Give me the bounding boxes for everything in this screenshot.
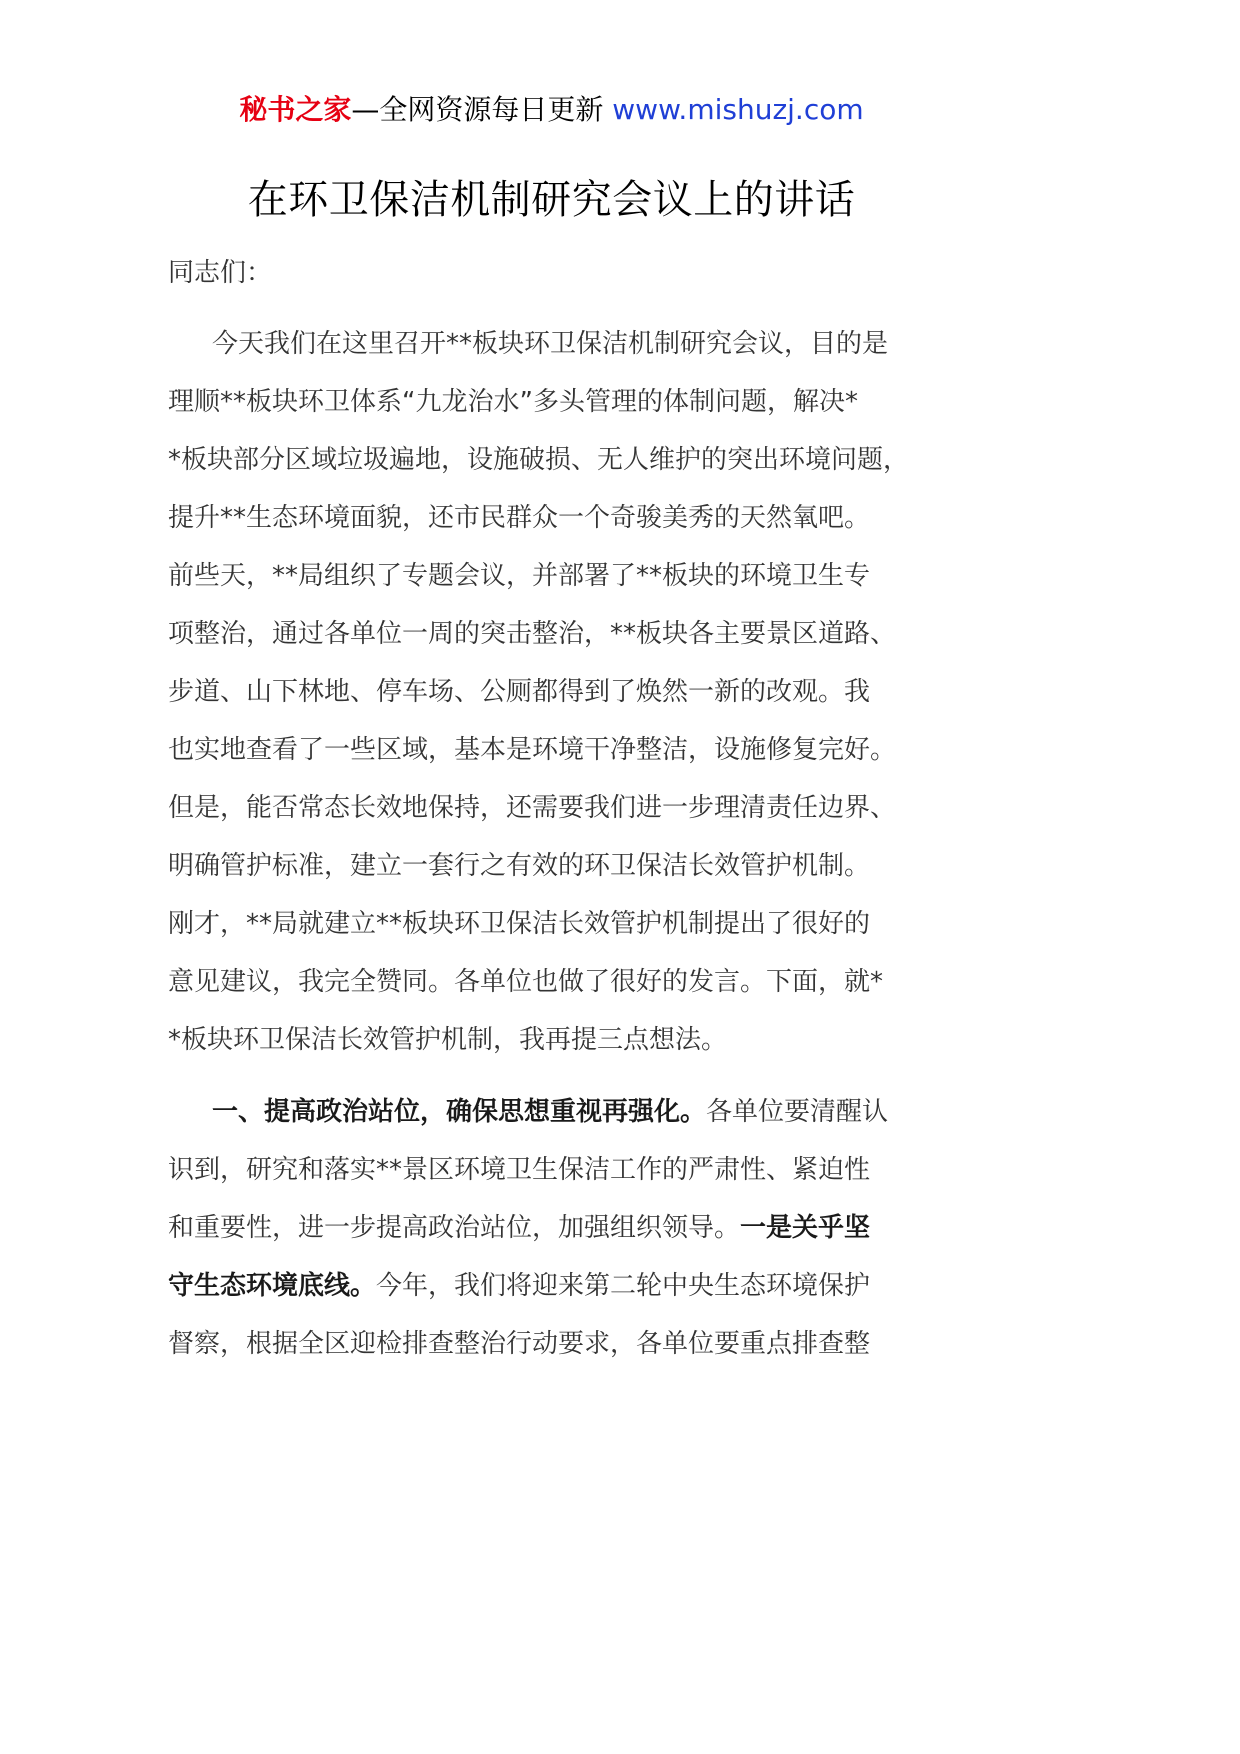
paragraph-line: 今天我们在这里召开**板块环卫保洁机制研究会议，目的是 [212, 329, 889, 359]
salutation-text: 同志们： [168, 258, 273, 288]
paragraph-line: 但是，能否常态长效地保持，还需要我们进一步理清责任边界、 [168, 793, 897, 823]
site-url-link[interactable]: www.mishuzj.com [612, 93, 864, 126]
paragraph-line: 步道、山下林地、停车场、公厕都得到了焕然一新的改观。我 [168, 677, 871, 707]
paragraph-line: *板块部分区域垃圾遍地，设施破损、无人维护的突出环境问题， [168, 445, 910, 475]
paragraph-line: 明确管护标准，建立一套行之有效的环卫保洁长效管护机制。 [168, 851, 871, 881]
paragraph-text: 和重要性，进一步提高政治站位，加强组织领导。 [168, 1213, 741, 1243]
paragraph-text: 今年，我们将迎来第二轮中央生态环境保护 [376, 1271, 871, 1301]
document-title: 在环卫保洁机制研究会议上的讲话 [247, 177, 856, 223]
paragraph-line: 识到，研究和落实**景区环境卫生保洁工作的严肃性、紧迫性 [168, 1155, 871, 1185]
paragraph-line: 也实地查看了一些区域，基本是环境干净整洁，设施修复完好。 [168, 735, 897, 765]
paragraph-line: 提升**生态环境面貌，还市民群众一个奇骏美秀的天然氧吧。 [168, 503, 871, 533]
point-heading: 守生态环境底线。 [168, 1271, 377, 1301]
paragraph-line: 督察，根据全区迎检排查整治行动要求，各单位要重点排查整 [168, 1329, 871, 1359]
paragraph-line: *板块环卫保洁长效管护机制，我再提三点想法。 [168, 1025, 728, 1055]
paragraph-line: 理顺**板块环卫体系“九龙治水”多头管理的体制问题，解决* [168, 387, 858, 417]
salutation [168, 244, 968, 302]
section-heading: 一、提高政治站位，确保思想重视再强化。 [212, 1097, 707, 1127]
paragraph-line: 刚才，**局就建立**板块环卫保洁长效管护机制提出了很好的 [168, 909, 871, 939]
paragraph-intro [168, 315, 968, 1069]
paragraph-text: 各单位要清醒认 [706, 1097, 889, 1127]
site-tagline: —全网资源每日更新 [351, 93, 613, 126]
point-heading: 一是关乎坚 [740, 1213, 871, 1243]
site-name: 秘书之家 [239, 93, 352, 126]
paragraph-line [168, 1083, 968, 1141]
paragraph-line [168, 1257, 968, 1315]
paragraph-line: 项整治，通过各单位一周的突击整治，**板块各主要景区道路、 [168, 619, 897, 649]
site-header [0, 88, 1103, 132]
paragraph-section-one [168, 1083, 968, 1373]
paragraph-line: 前些天，**局组织了专题会议，并部署了**板块的环境卫生专 [168, 561, 871, 591]
paragraph-line [168, 1199, 968, 1257]
paragraph-line: 意见建议，我完全赞同。各单位也做了很好的发言。下面，就* [168, 967, 884, 997]
